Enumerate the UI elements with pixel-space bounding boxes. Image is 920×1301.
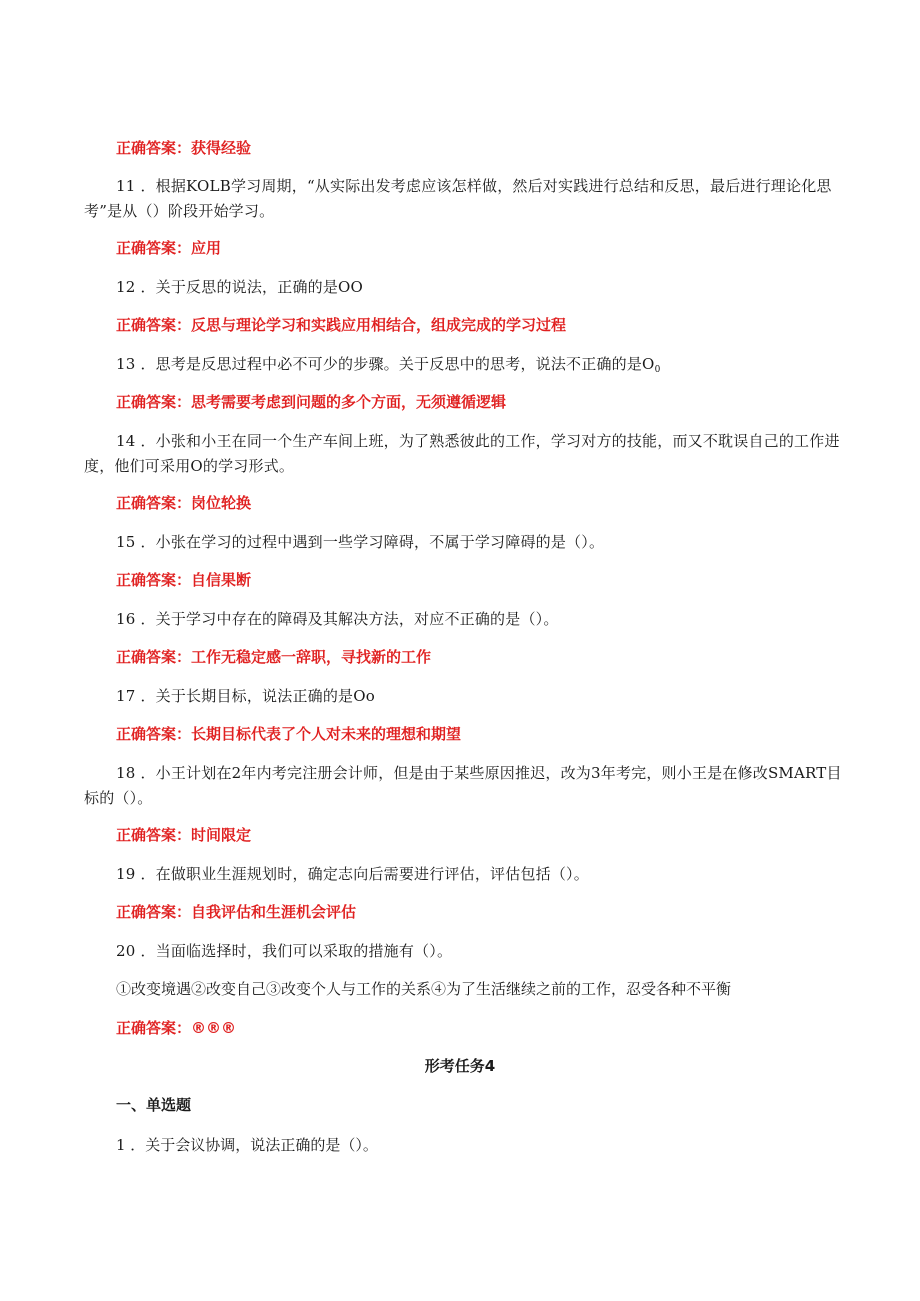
answer-text: 获得经验 [191,139,252,157]
answer-text: 长期目标代表了个人对未来的理想和期望 [191,725,462,743]
answer-line [116,900,876,925]
answer-line [116,236,876,261]
answer-text: 应用 [191,239,222,257]
question-14: 14 ．小张和小王在同一个生产车间上班，为了熟悉彼此的工作，学习对方的技能，而又不耽误自己的工作进度，他们可采用O的学习形式。 [84,432,840,475]
answer-prefix: 正确答案： [116,725,192,743]
question-1: 1 ．关于会议协调，说法正确的是（）。 [116,1136,378,1154]
answer-line [116,491,876,516]
answer-prefix: 正确答案： [116,648,192,666]
answer-line [116,722,876,747]
question-18: 18 ．小王计划在2年内考完注册会计师，但是由于某些原因推迟，改为3年考完，则小王是在修改SMART目标的（）。 [84,764,842,807]
answer-prefix: 正确答案： [116,571,192,589]
answer-text: 岗位轮换 [191,494,252,512]
answer-text: ®®® [191,1019,237,1037]
question-16: 16 ．关于学习中存在的障碍及其解决方法，对应不正确的是（）。 [116,610,559,628]
answer-prefix: 正确答案： [116,239,192,257]
section-title: 形考任务4 [424,1057,496,1075]
question-20: 20 ．当面临选择时，我们可以采取的措施有（）。 [116,942,453,960]
answer-prefix: 正确答案： [116,316,192,334]
answer-line [116,313,876,338]
answer-text: 工作无稳定感一辞职，寻找新的工作 [191,648,432,666]
question-13-text: 13 ．思考是反思过程中必不可少的步骤。关于反思中的思考，说法不正确的是O [116,355,655,373]
subscript-zero: 0 [654,365,661,375]
answer-line [116,823,876,848]
question-11: 11 ．根据KOLB学习周期，“从实际出发考虑应该怎样做，然后对实践进行总结和反思，最后进行理论化思考”是从（）阶段开始学习。 [84,177,832,220]
answer-text: 自信果断 [191,571,252,589]
answer-line [116,136,876,161]
question-17: 17 ．关于长期目标，说法正确的是Oo [116,687,375,705]
question-19: 19 ．在做职业生涯规划时，确定志向后需要进行评估，评估包括（）。 [116,865,589,883]
question-12: 12 ．关于反思的说法，正确的是OO [116,278,364,296]
answer-prefix: 正确答案： [116,826,192,844]
question-13 [84,352,844,383]
answer-line [116,1016,876,1041]
subsection-title: 一、单选题 [116,1096,192,1114]
options-line: ①改变境遇②改变自己③改变个人与工作的关系④为了生活继续之前的工作，忍受各种不平衡 [116,980,732,998]
answer-prefix: 正确答案： [116,903,192,921]
answer-prefix: 正确答案： [116,1019,192,1037]
answer-text: 自我评估和生涯机会评估 [191,903,357,921]
answer-text: 思考需要考虑到问题的多个方面，无须遵循逻辑 [191,393,507,411]
question-15: 15 ．小张在学习的过程中遇到一些学习障碍，不属于学习障碍的是（）。 [116,533,605,551]
answer-line [116,645,876,670]
answer-line [116,390,876,415]
answer-prefix: 正确答案： [116,494,192,512]
answer-text: 反思与理论学习和实践应用相结合，组成完成的学习过程 [191,316,567,334]
answer-prefix: 正确答案： [116,393,192,411]
answer-text: 时间限定 [191,826,252,844]
answer-prefix: 正确答案： [116,139,192,157]
answer-line [116,568,876,593]
